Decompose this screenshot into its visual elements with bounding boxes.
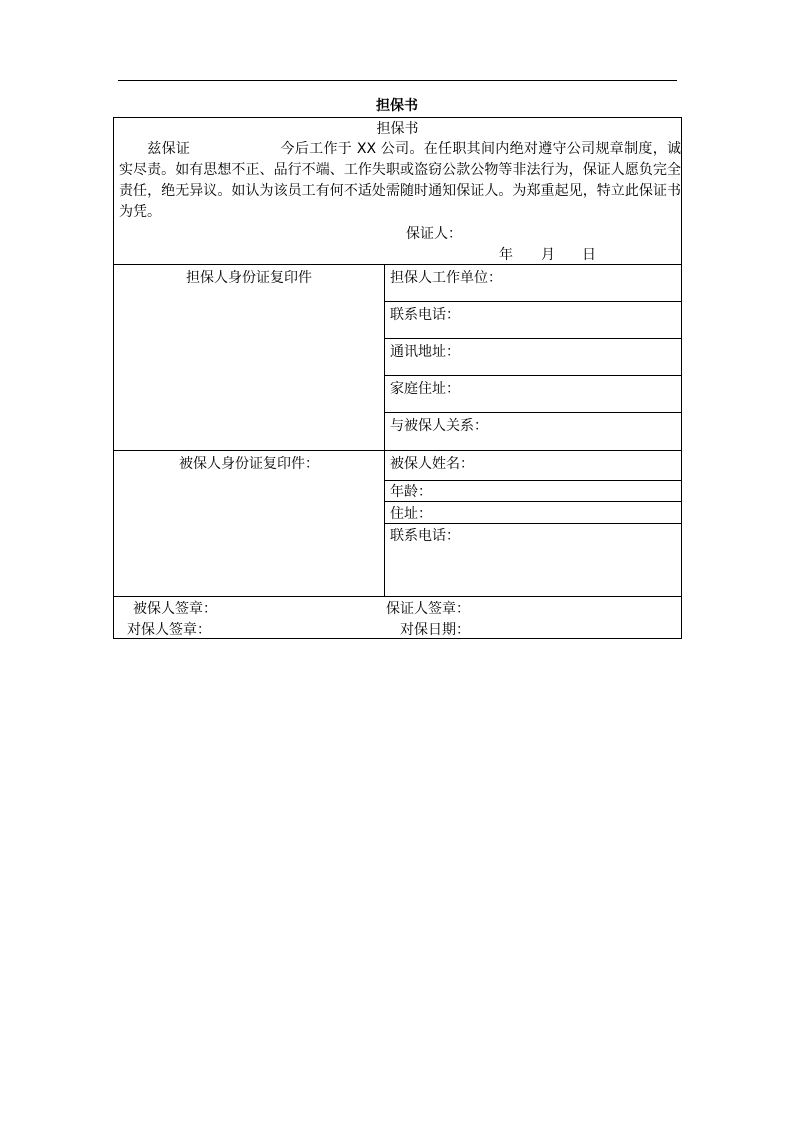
verify-date-field[interactable]: 对保日期： <box>400 622 470 638</box>
divider-insured <box>114 450 681 451</box>
row-divider <box>384 412 681 413</box>
header-rule <box>118 80 677 81</box>
row-divider <box>384 523 681 524</box>
date-day-label: 日 <box>582 247 596 263</box>
guarantor-mailing-address-field[interactable]: 通讯地址： <box>390 344 460 360</box>
divider-signatures <box>114 596 681 597</box>
insured-phone-field[interactable]: 联系电话： <box>390 528 460 544</box>
statement-prefix: 兹保证 <box>147 141 191 157</box>
row-divider <box>384 338 681 339</box>
insured-id-copy-area[interactable]: 被保人身份证复印件： <box>179 456 319 472</box>
guarantee-statement <box>119 139 681 223</box>
verifier-seal-field[interactable]: 对保人签章： <box>127 622 211 638</box>
guarantor-home-address-field[interactable]: 家庭住址： <box>390 381 460 397</box>
row-divider <box>384 301 681 302</box>
guarantor-employer-field[interactable]: 担保人工作单位： <box>390 270 502 286</box>
row-divider <box>384 501 681 502</box>
insured-address-field[interactable]: 住址： <box>390 506 432 522</box>
row-divider <box>384 480 681 481</box>
row-divider <box>384 375 681 376</box>
insured-seal-field[interactable]: 被保人签章： <box>133 601 217 617</box>
guarantor-seal-field[interactable]: 保证人签章： <box>386 601 470 617</box>
statement-body: 今后工作于 XX 公司。在任职其间内绝对遵守公司规章制度，诚实尽责。如有思想不正、品行不端、工作失职或盗窃公款公物等非法行为，保证人愿负完全责任，绝无异议。如认为该员工有何不适处需随时通知保证人。为郑重起见，特立此保证书为凭。 <box>119 141 681 220</box>
column-divider <box>384 264 385 596</box>
document-title: 担保书 <box>376 98 418 114</box>
guarantor-sign-label: 保证人： <box>406 226 462 242</box>
relationship-field[interactable]: 与被保人关系： <box>390 418 488 434</box>
insured-name-field[interactable]: 被保人姓名： <box>390 456 474 472</box>
date-year-label: 年 <box>499 247 513 263</box>
guarantee-form <box>113 117 682 639</box>
guarantor-id-copy-area[interactable]: 担保人身份证复印件 <box>186 270 312 286</box>
insured-age-field[interactable]: 年龄： <box>390 484 432 500</box>
divider-statement <box>114 264 681 265</box>
guarantor-phone-field[interactable]: 联系电话： <box>390 307 460 323</box>
inner-title: 担保书 <box>376 121 419 137</box>
date-month-label: 月 <box>541 247 555 263</box>
